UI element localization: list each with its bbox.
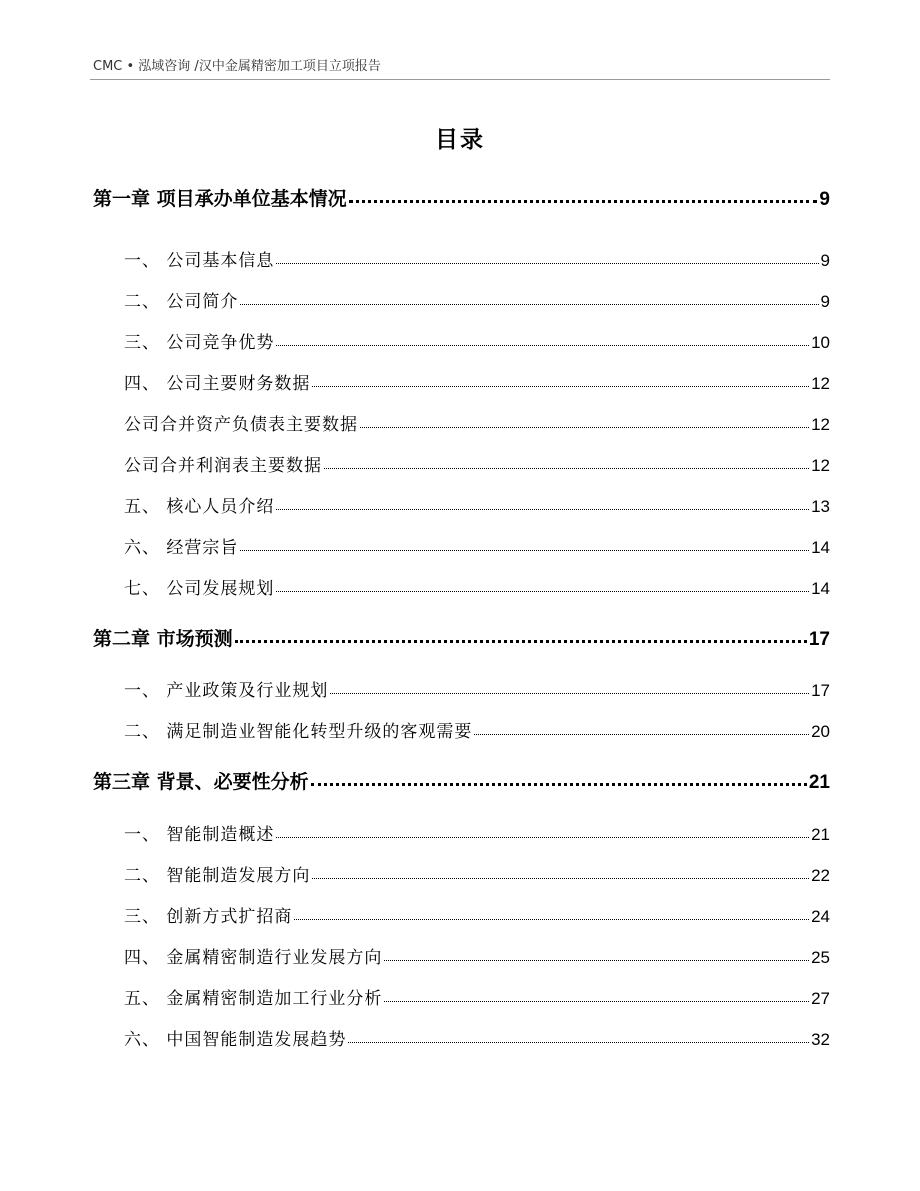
toc-page-number: 12 — [811, 456, 830, 475]
toc-subsection-entry[interactable] — [93, 451, 830, 476]
toc-entry-label: 一、 产业政策及行业规划 — [124, 681, 329, 701]
dot-leader — [348, 1028, 809, 1045]
dot-leader — [474, 720, 809, 737]
toc-entry-label: 六、 中国智能制造发展趋势 — [124, 1030, 347, 1050]
toc-page-number: 14 — [811, 538, 830, 557]
toc-section-entry[interactable] — [93, 246, 830, 271]
toc-subsection-entry[interactable] — [93, 410, 830, 435]
dot-leader — [330, 679, 809, 696]
toc-entry-label: 二、 智能制造发展方向 — [124, 866, 311, 886]
page-title: 目录 — [435, 127, 485, 153]
toc-section-entry[interactable] — [93, 717, 830, 742]
dot-leader — [276, 331, 809, 348]
dot-leader — [360, 413, 809, 430]
toc-page-number: 21 — [811, 825, 830, 844]
toc-page-number: 24 — [811, 907, 830, 926]
toc-entry-label: 一、 公司基本信息 — [124, 251, 275, 271]
toc-entry-label: 公司合并资产负债表主要数据 — [124, 415, 358, 435]
dot-leader — [235, 626, 807, 645]
toc-entry-label: 四、 金属精密制造行业发展方向 — [124, 948, 383, 968]
toc-page-number: 20 — [811, 722, 830, 741]
toc-chapter-entry[interactable] — [93, 767, 830, 794]
toc-chapter-entry[interactable] — [93, 184, 830, 211]
toc-section-entry[interactable] — [93, 820, 830, 845]
dot-leader — [311, 769, 807, 788]
toc-entry-label: 第一章 项目承办单位基本情况 — [93, 188, 347, 210]
toc-page-number: 21 — [808, 772, 830, 793]
toc-page-number: 13 — [811, 497, 830, 516]
toc-page-number: 9 — [819, 189, 830, 210]
toc-entry-label: 四、 公司主要财务数据 — [124, 374, 311, 394]
toc-entry-label: 三、 创新方式扩招商 — [124, 907, 293, 927]
dot-leader — [276, 249, 818, 266]
toc-page-number: 17 — [808, 629, 830, 650]
dot-leader — [294, 905, 809, 922]
dot-leader — [384, 946, 809, 963]
toc-page-number: 27 — [811, 989, 830, 1008]
toc-page-number: 22 — [811, 866, 830, 885]
toc-section-entry[interactable] — [93, 943, 830, 968]
toc-section-entry[interactable] — [93, 1025, 830, 1050]
toc-page-number: 32 — [811, 1030, 830, 1049]
dot-leader — [312, 372, 809, 389]
toc-page-number: 10 — [811, 333, 830, 352]
toc-entry-label: 七、 公司发展规划 — [124, 579, 275, 599]
toc-section-entry[interactable] — [93, 328, 830, 353]
toc-page-number: 25 — [811, 948, 830, 967]
toc-entry-label: 二、 满足制造业智能化转型升级的客观需要 — [124, 722, 473, 742]
toc-chapter-entry[interactable] — [93, 624, 830, 651]
dot-leader — [384, 987, 809, 1004]
dot-leader — [324, 454, 809, 471]
toc-section-entry[interactable] — [93, 287, 830, 312]
dot-leader — [276, 495, 809, 512]
toc-page-number: 12 — [811, 374, 830, 393]
toc-entry-label: 第二章 市场预测 — [93, 628, 233, 650]
toc-entry-label: 六、 经营宗旨 — [124, 538, 239, 558]
dot-leader — [276, 823, 809, 840]
toc-page-number: 12 — [811, 415, 830, 434]
toc-section-entry[interactable] — [93, 533, 830, 558]
toc-entry-label: 三、 公司竞争优势 — [124, 333, 275, 353]
header-divider — [90, 79, 830, 80]
toc-section-entry[interactable] — [93, 902, 830, 927]
toc-entry-label: 二、 公司简介 — [124, 292, 239, 312]
toc-entry-label: 五、 金属精密制造加工行业分析 — [124, 989, 383, 1009]
toc-entry-label: 一、 智能制造概述 — [124, 825, 275, 845]
toc-section-entry[interactable] — [93, 369, 830, 394]
toc-section-entry[interactable] — [93, 861, 830, 886]
dot-leader — [276, 577, 809, 594]
toc-page-number: 14 — [811, 579, 830, 598]
toc-section-entry[interactable] — [93, 984, 830, 1009]
toc-section-entry[interactable] — [93, 492, 830, 517]
toc-page-number: 9 — [820, 251, 830, 270]
dot-leader — [240, 290, 818, 307]
toc-section-entry[interactable] — [93, 574, 830, 599]
toc-entry-label: 五、 核心人员介绍 — [124, 497, 275, 517]
toc-entry-label: 第三章 背景、必要性分析 — [93, 771, 309, 793]
toc-page-number: 17 — [811, 681, 830, 700]
running-header: CMC • 泓域咨询 /汉中金属精密加工项目立项报告 — [93, 59, 381, 74]
toc-section-entry[interactable] — [93, 676, 830, 701]
dot-leader — [349, 186, 818, 205]
toc-page-number: 9 — [820, 292, 830, 311]
dot-leader — [240, 536, 809, 553]
dot-leader — [312, 864, 809, 881]
toc-entry-label: 公司合并利润表主要数据 — [124, 456, 322, 476]
